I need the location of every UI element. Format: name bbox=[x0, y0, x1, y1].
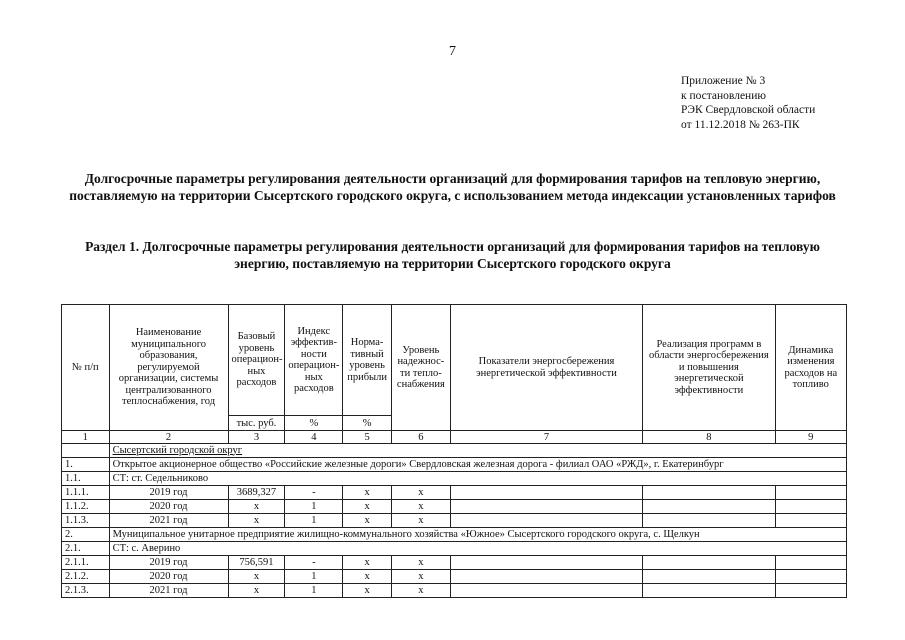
year-cell: 2019 год bbox=[109, 486, 228, 500]
row-number: 1.1. bbox=[62, 472, 110, 486]
parameters-table bbox=[61, 304, 847, 598]
district-row bbox=[62, 444, 847, 458]
header-cell: Показатели энергосбережения энергетической эффективности bbox=[450, 305, 642, 431]
year-row bbox=[62, 514, 847, 528]
header-cell: Базовый уровень операцион-ных расходов bbox=[228, 305, 285, 416]
year-row bbox=[62, 556, 847, 570]
header-cell: Индекс эффектив-ности операцион-ных расходов bbox=[285, 305, 343, 416]
efficiency-index-cell: - bbox=[285, 486, 343, 500]
org-name: Открытое акционерное общество «Российские железные дороги» Свердловская железная дорога - филиал ОАО «РЖД», г. Екатеринбург bbox=[109, 458, 846, 472]
base-cost-cell: х bbox=[228, 500, 285, 514]
row-number: 2.1.3. bbox=[62, 584, 110, 598]
column-number: 5 bbox=[343, 431, 392, 444]
row-number: 1.1.2. bbox=[62, 500, 110, 514]
column-number: 7 bbox=[450, 431, 642, 444]
row-number: 2.1. bbox=[62, 542, 110, 556]
reliability-cell: х bbox=[391, 500, 450, 514]
year-row bbox=[62, 570, 847, 584]
efficiency-index-cell: 1 bbox=[285, 500, 343, 514]
efficiency-index-cell: 1 bbox=[285, 584, 343, 598]
document-title: Долгосрочные параметры регулирования деятельности организаций для формирования тарифов на тепловую энергию, поставляемую на территории Сысертского городского округа, с использованием метода индексации установленных тарифов bbox=[69, 171, 836, 203]
reliability-cell: х bbox=[391, 514, 450, 528]
base-cost-cell: 3689,327 bbox=[228, 486, 285, 500]
column-number: 3 bbox=[228, 431, 285, 444]
column-number: 4 bbox=[285, 431, 343, 444]
row-number: 1. bbox=[62, 458, 110, 472]
base-cost-cell: х bbox=[228, 514, 285, 528]
system-name: СТ: ст. Седельниково bbox=[109, 472, 846, 486]
row-number: 1.1.3. bbox=[62, 514, 110, 528]
appendix-line: Приложение № 3 bbox=[681, 75, 766, 87]
district-name: Сысертский городской округ bbox=[109, 444, 846, 458]
column-number: 9 bbox=[775, 431, 846, 444]
section-title: Раздел 1. Долгосрочные параметры регулирования деятельности организаций для формирования тарифов на тепловую энергию, поставляемую на территории Сысертского городского округа bbox=[85, 239, 820, 271]
reliability-cell: х bbox=[391, 584, 450, 598]
column-number: 1 bbox=[62, 431, 110, 444]
header-row bbox=[62, 305, 847, 416]
efficiency-index-cell: 1 bbox=[285, 570, 343, 584]
reliability-cell: х bbox=[391, 570, 450, 584]
base-cost-cell: х bbox=[228, 570, 285, 584]
profit-cell: х bbox=[343, 486, 392, 500]
system-name: СТ: с. Аверино bbox=[109, 542, 846, 556]
year-row bbox=[62, 500, 847, 514]
profit-cell: х bbox=[343, 570, 392, 584]
year-row bbox=[62, 486, 847, 500]
appendix-line: к постановлению bbox=[681, 89, 766, 102]
appendix-block bbox=[681, 74, 815, 132]
org-name: Муниципальное унитарное предприятие жилищно-коммунального хозяйства «Южное» Сысертского городского округа, с. Щелкун bbox=[109, 528, 846, 542]
appendix-line: РЭК Свердловской области bbox=[681, 104, 816, 116]
row-number: 1.1.1. bbox=[62, 486, 110, 500]
column-number: 8 bbox=[643, 431, 775, 444]
profit-cell: х bbox=[343, 514, 392, 528]
year-cell: 2020 год bbox=[109, 570, 228, 584]
year-cell: 2019 год bbox=[109, 556, 228, 570]
base-cost-cell: 756,591 bbox=[228, 556, 285, 570]
base-cost-cell: х bbox=[228, 584, 285, 598]
row-number: 2.1.1. bbox=[62, 556, 110, 570]
column-number: 2 bbox=[109, 431, 228, 444]
year-cell: 2021 год bbox=[109, 514, 228, 528]
org-row bbox=[62, 458, 847, 472]
unit-cell: % bbox=[343, 416, 392, 431]
header-cell: Уровень надежнос-ти тепло-снабжения bbox=[391, 305, 450, 431]
header-cell: Динамика изменения расходов на топливо bbox=[775, 305, 846, 431]
unit-cell: тыс. руб. bbox=[228, 416, 285, 431]
header-cell: № п/п bbox=[62, 305, 110, 431]
column-numbers-row bbox=[62, 431, 847, 444]
row-number: 2. bbox=[62, 528, 110, 542]
page-number: 7 bbox=[449, 44, 456, 59]
reliability-cell: х bbox=[391, 486, 450, 500]
system-row bbox=[62, 542, 847, 556]
profit-cell: х bbox=[343, 556, 392, 570]
header-cell: Реализация программ в области энергосбережения и повышения энергетической эффективности bbox=[643, 305, 775, 431]
year-row bbox=[62, 584, 847, 598]
appendix-line: от 11.12.2018 № 263-ПК bbox=[681, 118, 800, 131]
efficiency-index-cell: - bbox=[285, 556, 343, 570]
org-row bbox=[62, 528, 847, 542]
row-number: 2.1.2. bbox=[62, 570, 110, 584]
profit-cell: х bbox=[343, 500, 392, 514]
efficiency-index-cell: 1 bbox=[285, 514, 343, 528]
header-cell: Норма-тивный уровень прибыли bbox=[343, 305, 392, 416]
year-cell: 2021 год bbox=[109, 584, 228, 598]
header-cell: Наименование муниципального образования, регулируемой организации, системы централизованного теплоснабжения, год bbox=[109, 305, 228, 431]
profit-cell: х bbox=[343, 584, 392, 598]
column-number: 6 bbox=[391, 431, 450, 444]
reliability-cell: х bbox=[391, 556, 450, 570]
system-row bbox=[62, 472, 847, 486]
year-cell: 2020 год bbox=[109, 500, 228, 514]
unit-cell: % bbox=[285, 416, 343, 431]
